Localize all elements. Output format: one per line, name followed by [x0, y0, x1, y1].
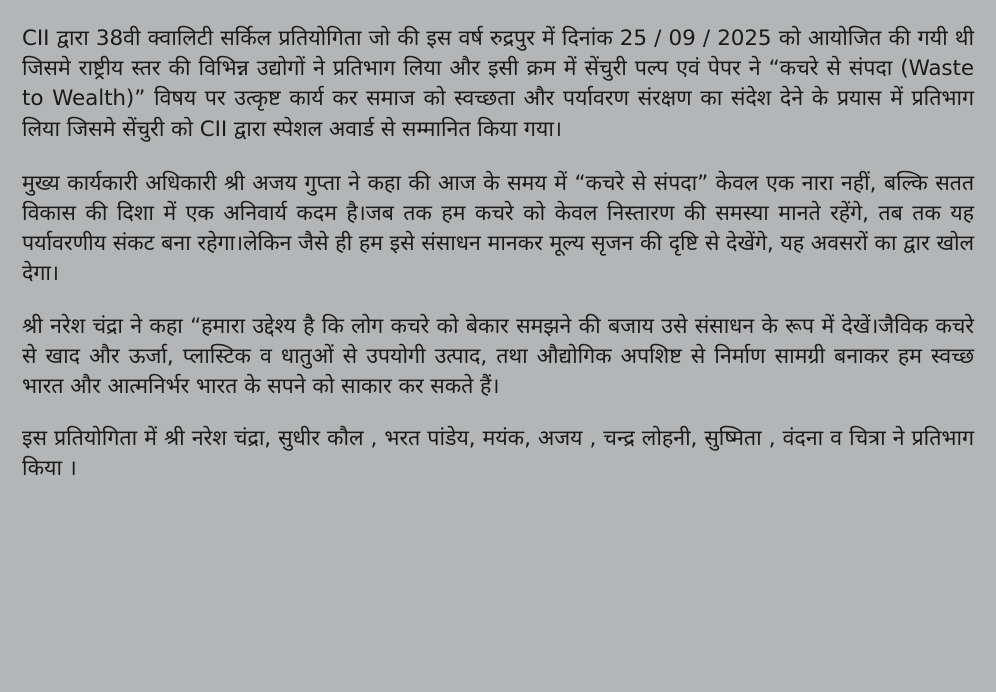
paragraph-participants: इस प्रतियोगिता में श्री नरेश चंद्रा, सुधीर कौल , भरत पांडेय, मयंक, अजय , चन्द्र लोहनी, सुष्मिता , वंदना व चित्रा ने प्रतिभाग किया ।: [22, 426, 974, 482]
paragraph-naresh-quote: श्री नरेश चंद्रा ने कहा “हमारा उद्देश्य है कि लोग कचरे को बेकार समझने की बजाय उसे संसाधन के रूप में देखें।जैविक कचरे से खाद और ऊर्जा, प्लास्टिक व धातुओं से उपयोगी उत्पाद, तथा औद्योगिक अपशिष्ट से निर्माण सामग्री बनाकर हम स्वच्छ भारत और आत्मनिर्भर भारत के सपने को साकार कर सकते हैं।: [22, 313, 974, 400]
paragraph-ceo-quote: मुख्य कार्यकारी अधिकारी श्री अजय गुप्ता ने कहा की आज के समय में “कचरे से संपदा” केवल एक नारा नहीं, बल्कि सतत विकास की दिशा में एक अनिवार्य कदम है।जब तक हम कचरे को केवल निस्तारण की समस्या मानते रहेंगे, तब तक यह पर्यावरणीय संकट बना रहेगा।लेकिन जैसे ही हम इसे संसाधन मानकर मूल्य सृजन की दृष्टि से देखेंगे, यह अवसरों का द्वार खोल देगा।: [22, 170, 974, 287]
document-body: [22, 24, 974, 485]
paragraph-award: CII द्वारा 38वी क्वालिटी सर्किल प्रतियोगिता जो की इस वर्ष रुद्रपुर में दिनांक 25 / 09 / 2025 को आयोजित की गयी थी जिसमे राष्ट्रीय स्तर की विभिन्न उद्योगों ने प्रतिभाग लिया और इसी क्रम में सेंचुरी पल्प एवं पेपर ने “कचरे से संपदा (Waste to Wealth)” विषय पर उत्कृष्ट कार्य कर समाज को स्वच्छता और पर्यावरण संरक्षण का संदेश देने के प्रयास में प्रतिभाग लिया जिसमे सेंचुरी को CII द्वारा स्पेशल अवार्ड से सम्मानित किया गया।: [22, 26, 974, 142]
